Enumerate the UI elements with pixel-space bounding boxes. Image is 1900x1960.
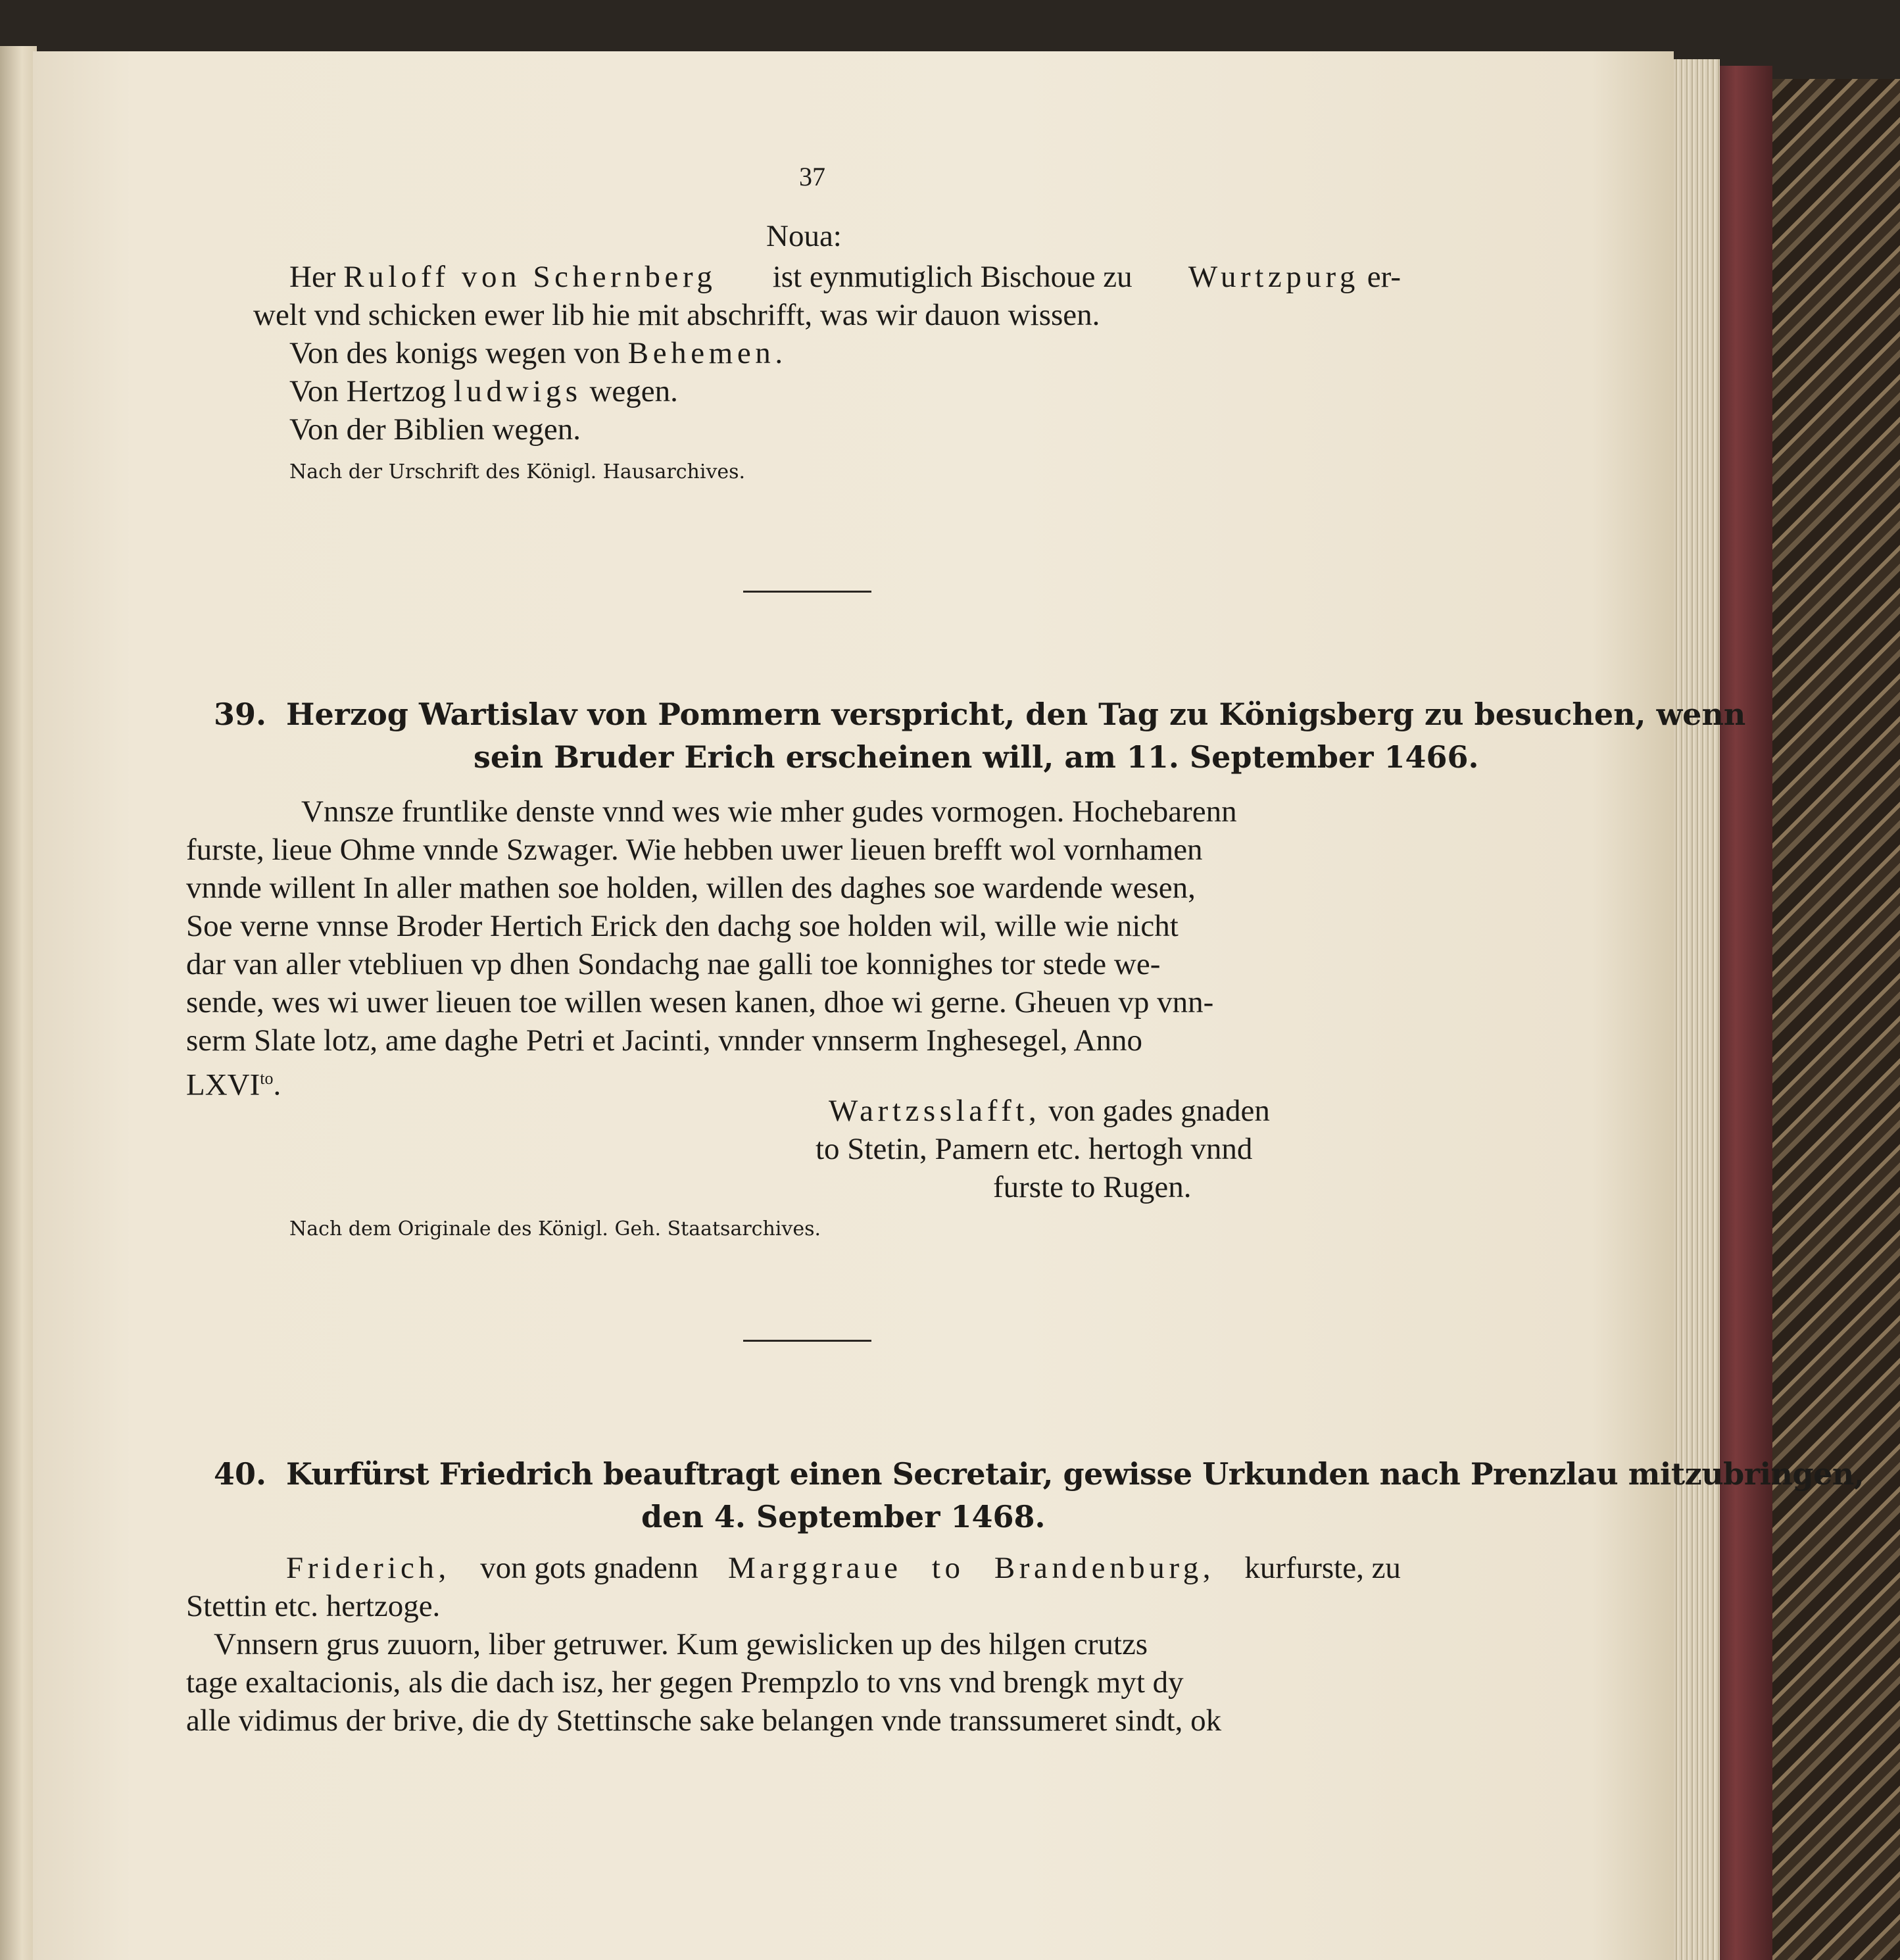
doc39-body-line-6: sende, wes wi uwer lieuen toe willen wesen kanen, dhoe wi gerne. Gheuen vp vnn-: [186, 985, 1214, 1019]
doc39-signature-line-1: [829, 1092, 1270, 1130]
doc39-body-line-3: vnnde willent In aller mathen soe holden, willen des daghes soe wardende wesen,: [186, 871, 1196, 905]
doc39-body-line-8: [186, 1060, 281, 1104]
doc40-line-2: Stettin etc. hertzoge.: [186, 1589, 441, 1623]
text-segment: ist eynmutiglich Bischoue zu: [772, 260, 1133, 294]
doc39-body-line-2: furste, lieue Ohme vnnde Szwager. Wie hebben uwer lieuen brefft wol vornhamen: [186, 833, 1203, 867]
text-segment: .: [273, 1067, 281, 1102]
text-segment: Her: [289, 260, 336, 294]
text-segment: von gots gnadenn: [480, 1551, 698, 1585]
doc38-line-3: [289, 334, 787, 372]
doc39-body-line-1: Vnnsze fruntlike denste vnnd wes wie mher gudes vormogen. Hochebarenn: [301, 795, 1237, 829]
doc38-line-5: Von der Biblien wegen.: [289, 412, 581, 447]
doc40-title-line-2: den 4. September 1468.: [641, 1499, 1046, 1534]
superscript: to: [260, 1069, 274, 1088]
signatory-name: Wartzsslafft,: [829, 1094, 1041, 1128]
section-divider: [743, 1340, 871, 1342]
doc38-line-1: [289, 258, 1401, 296]
doc38-line-2: welt vnd schicken ewer lib hie mit abschrifft, was wir dauon wissen.: [253, 298, 1100, 332]
doc39-body-line-4: Soe verne vnnse Broder Hertich Erick den dachg soe holden wil, wille wie nicht: [186, 909, 1179, 943]
person-name: Ruloff von Schernberg: [343, 260, 717, 294]
doc39-title-line-2: sein Bruder Erich erscheinen will, am 11. September 1466.: [474, 739, 1479, 775]
doc39-body-line-5: dar van aller vtebliuen vp dhen Sondachg nae galli toe konnighes tor stede we-: [186, 947, 1161, 981]
document-title: Herzog Wartislav von Pommern verspricht, den Tag zu Königsberg zu besuchen, wenn: [286, 697, 1746, 732]
document-title: Kurfürst Friedrich beauftragt einen Secretair, gewisse Urkunden nach Prenzlau mitzubringen,: [286, 1456, 1864, 1492]
doc40-title-line-1: [214, 1454, 1864, 1494]
doc40-body-line-1: Vnnsern grus zuuorn, liber getruwer. Kum gewislicken up des hilgen crutzs: [214, 1627, 1148, 1661]
text-segment: kurfurste, zu: [1244, 1551, 1401, 1585]
doc39-source-note: Nach dem Originale des Königl. Geh. Staatsarchives.: [289, 1217, 821, 1240]
text-segment: von gades gnaden: [1048, 1094, 1270, 1128]
section-divider: [743, 591, 871, 593]
noua-heading: Noua:: [766, 219, 842, 253]
doc39-body-line-7: serm Slate lotz, ame daghe Petri et Jacinti, vnnder vnnserm Inghesegel, Anno: [186, 1023, 1142, 1058]
text-segment: Von Hertzog: [289, 374, 447, 408]
person-name: Friderich,: [286, 1551, 451, 1585]
document-number: 40.: [214, 1456, 267, 1492]
place-name: Wurtzpurg: [1188, 260, 1359, 294]
year-text: LXVI: [186, 1067, 260, 1102]
title-word: Marggraue: [728, 1551, 902, 1585]
doc40-body-line-3: alle vidimus der brive, die dy Stettinsche sake belangen vnde transsumeret sindt, ok: [186, 1703, 1222, 1738]
text-segment: to: [931, 1551, 965, 1585]
doc39-signature-line-3: furste to Rugen.: [993, 1170, 1192, 1204]
text-segment: er-: [1367, 260, 1401, 294]
doc39-signature-line-2: to Stetin, Pamern etc. hertogh vnnd: [816, 1132, 1253, 1166]
doc40-body-line-2: tage exaltacionis, als die dach isz, her gegen Prempzlo to vns vnd brengk myt dy: [186, 1665, 1184, 1700]
text-segment: Von des konigs wegen von: [289, 336, 621, 370]
place-name: Brandenburg,: [994, 1551, 1215, 1585]
person-name: ludwigs: [453, 374, 582, 408]
doc39-title-line-1: [214, 694, 1746, 735]
page-number: 37: [799, 162, 825, 191]
place-name: Behemen.: [627, 336, 787, 370]
doc38-line-4: [289, 372, 678, 410]
text-segment: wegen.: [589, 374, 678, 408]
doc38-source-note: Nach der Urschrift des Königl. Hausarchives.: [289, 460, 746, 483]
document-number: 39.: [214, 697, 267, 732]
doc40-line-1: [286, 1549, 1401, 1587]
